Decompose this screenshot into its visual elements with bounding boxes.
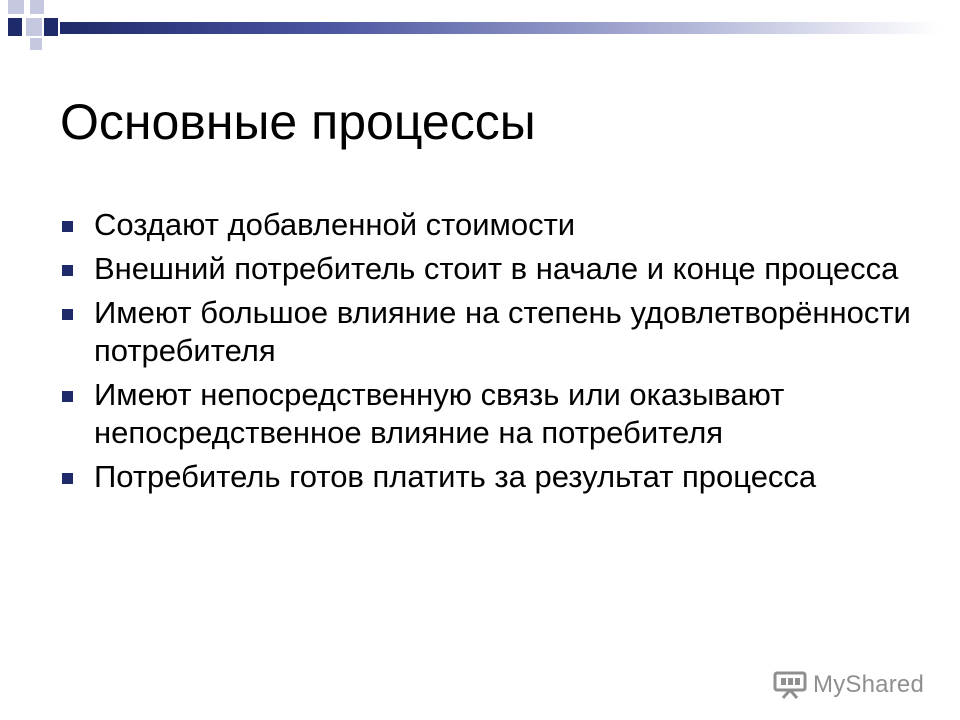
bullet-item <box>62 376 922 452</box>
square-bullet-icon <box>62 473 73 484</box>
deco-square <box>30 0 44 14</box>
bullet-text: Потребитель готов платить за результат процесса <box>94 459 817 494</box>
watermark-text: MyShared <box>813 671 924 698</box>
bullet-item <box>62 294 922 370</box>
watermark[interactable] <box>773 670 924 700</box>
bullet-text: Создают добавленной стоимости <box>94 207 576 242</box>
square-bullet-icon <box>62 221 73 232</box>
square-bullet-icon <box>62 309 73 320</box>
bullet-item <box>62 250 922 288</box>
bullet-text: Имеют большое влияние на степень удовлетворённости потребителя <box>94 295 911 368</box>
corner-decoration <box>0 0 960 60</box>
bullet-list <box>62 206 922 502</box>
bullet-item <box>62 458 922 496</box>
deco-square <box>8 18 22 36</box>
presentation-board-icon <box>773 670 807 700</box>
bullet-text: Внешний потребитель стоит в начале и конце процесса <box>94 251 899 286</box>
slide-title: Основные процессы <box>60 94 536 150</box>
deco-square <box>8 0 24 14</box>
bullet-text: Имеют непосредственную связь или оказывают непосредственное влияние на потребителя <box>94 377 785 450</box>
bullet-item <box>62 206 922 244</box>
deco-square <box>30 38 42 50</box>
square-bullet-icon <box>62 391 73 402</box>
square-bullet-icon <box>62 265 73 276</box>
deco-line <box>60 22 940 34</box>
deco-square <box>26 18 42 36</box>
deco-square <box>44 18 58 36</box>
